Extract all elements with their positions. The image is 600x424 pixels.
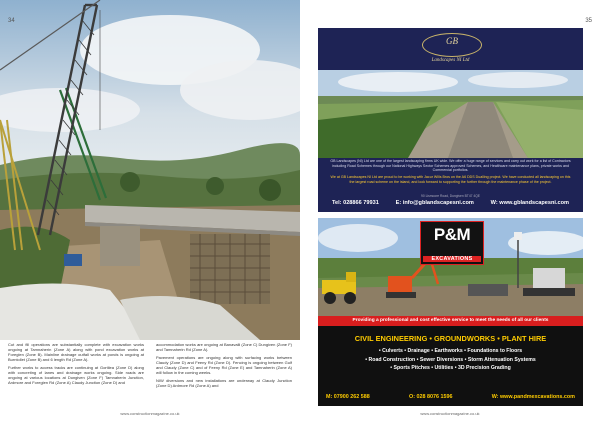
gb-email[interactable]: E: info@gblandscapesni.com [395,200,474,206]
page-number: 35 [585,18,592,24]
page-number: 34 [8,18,15,24]
pm-office[interactable]: O: 028 8076 1596 [409,394,453,400]
footer-url[interactable]: www.constructionmagazine.co.uk [420,411,480,416]
pm-logo [420,221,484,265]
pm-service-line: • Road Construction • Sewer Diversions • Storm Attenuation Systems [365,356,536,363]
pm-logo-text: P&M [433,225,471,244]
article-column-1 [8,342,144,410]
gb-contacts [332,200,569,206]
gb-logo-text: GB [446,36,458,46]
right-page [300,0,600,424]
paragraph: Pavement operations are ongoing along with surfacing works between Claudy (Zone D) and Feeny Rd (Zone D). Fencing is ongoing between Gulf and Claudy (Zone C) and of Feeny Rd (Zone E) and Tamnaherin (Zone A) will follow in the coming weeks. [156,355,292,375]
paragraph: accommodation works are ongoing at Banavalli (Zone C) Dungiven (Zone F) and Tamnaherin Rd (Zone A). [156,342,292,352]
pm-website[interactable]: W: www.pandmexcavations.com [491,394,575,400]
pm-mobile[interactable]: M: 07900 262 588 [326,394,370,400]
paragraph: Further works to access tracks are continuing at Gortilea (Zone D) along with concreting of lanes and drainage works ongoing. Side roads are ongoing at various locations at Dungiven (Zone F) Tamnaherin Junction, Ardmore and Foreglen Rd (Zone A) Claudy Junction (Zone D) and [8,365,144,385]
article-text [8,342,292,410]
bridge-construction-image [0,0,300,340]
gb-tagline: Landscapes NI Ltd [431,58,470,63]
construction-photo [0,0,300,340]
gb-telephone[interactable]: Tel: 028866 79931 [332,200,379,206]
pm-services [318,347,583,373]
road-scheme-photo [318,70,583,158]
paragraph: Cut and fill operations are substantially complete with excavation works ongoing at Tamnaherin (Zone A) along with pond excavation works at Foreglen (Zone B). Mainline drainage outfall works at ponds is ongoing at Burntollet (Zone B) and 6 length Rd (Zone A). [8,342,144,362]
gb-landscapes-advert [318,28,583,212]
pm-excavations-advert [318,218,583,406]
pm-headline: CIVIL ENGINEERING • GROUNDWORKS • PLANT HIRE [354,334,547,343]
gb-address: 90 Lismoore Road, Dungiven BT47 4QE [420,194,480,198]
gb-project-statement: We at GB Landscapes NI Ltd are proud to be working with Jacur Wills Bros on the A6 DDS Dualling project. We have conducted all landscaping on this the largest road scheme on the island, and look forward to supporting the further through the maintenance phase of the project. [330,175,571,184]
gb-logo [422,33,482,57]
gb-website[interactable]: W: www.gblandscapesni.com [490,200,569,206]
pm-tagline-strip: Providing a professional and cost effective service to meet the needs of all our clients [318,316,583,326]
pm-logo-subtitle: EXCAVATIONS [423,256,481,262]
article-column-2 [156,342,292,410]
pm-service-line: • Culverts • Drainage • Earthworks • Foundations to Floors [378,348,523,354]
footer-url[interactable]: www.constructionmagazine.co.uk [120,411,180,416]
pm-contacts [326,394,575,400]
paragraph: NIW diversions and new installations are underway at Claudy Junction (Zone D) Ardmore Rd (Zone A) and [156,378,292,388]
gb-description: GB Landscapes (NI) Ltd are one of the largest landscaping firms UK wide. We offer a huge range of services and carry out work for a list of Contractors including Road Schemes through our National Highways Sector Schemes approved Schemes, and Healthcare maintenance plans, private works and Commercial portfolios. [330,159,571,173]
pm-service-line: • Sports Pitches • Utilities • 3D Precision Grading [390,365,511,372]
